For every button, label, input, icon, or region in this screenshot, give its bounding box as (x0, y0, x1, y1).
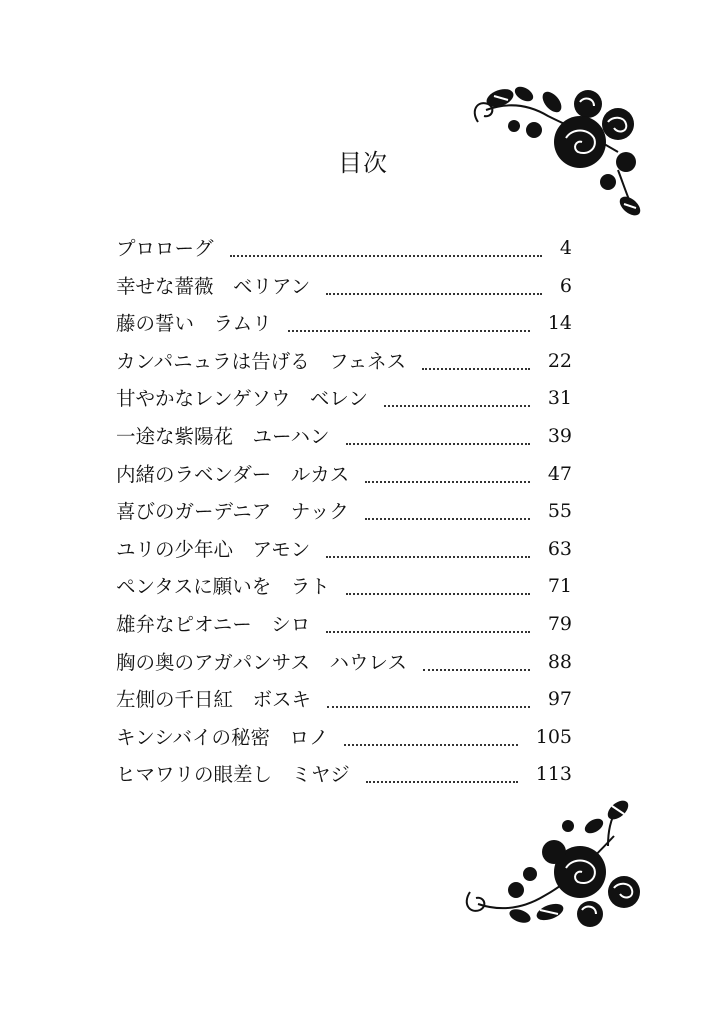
toc-leader-dots (365, 506, 530, 520)
toc-entry[interactable] (116, 606, 572, 644)
toc-leader-dots (384, 393, 530, 407)
toc-leader-dots (326, 544, 530, 558)
toc-leader-dots (365, 469, 530, 483)
toc-entry-page: 97 (547, 688, 572, 711)
toc-entry-title: 藤の誓い ラムリ (116, 312, 272, 336)
toc-leader-dots (288, 318, 530, 332)
toc-entry[interactable] (116, 343, 572, 381)
toc-entry-page: 22 (547, 349, 572, 372)
toc-entry-title: 内緒のラベンダー ルカス (116, 462, 350, 486)
toc-entry-page: 4 (559, 237, 572, 259)
toc-leader-dots (346, 581, 530, 595)
toc-entry-page: 14 (547, 312, 572, 335)
toc-entry-page: 88 (547, 650, 572, 673)
toc-entry-title: 喜びのガーデニア ナック (116, 500, 349, 524)
toc-entry-title: ペンタスに願いを ラト (116, 575, 330, 599)
toc-entry[interactable] (116, 756, 572, 794)
toc-entry-page: 105 (535, 725, 572, 748)
toc-entry-page: 55 (547, 500, 572, 523)
toc-leader-dots (366, 769, 518, 783)
toc-entry-page: 63 (547, 537, 572, 560)
toc-entry[interactable] (116, 493, 572, 531)
toc-entry[interactable] (116, 456, 572, 494)
toc-entry-title: 胸の奥のアガパンサス ハウレス (116, 650, 407, 674)
toc-entry-title: プロローグ (116, 237, 214, 260)
toc-entry[interactable] (116, 268, 572, 306)
toc-entry[interactable] (116, 230, 572, 268)
toc-entry-page: 113 (535, 763, 572, 786)
toc-entry[interactable] (116, 380, 572, 418)
toc-leader-dots (327, 694, 530, 708)
toc-entry[interactable] (116, 305, 572, 343)
toc-entry-title: 雄弁なピオニー シロ (116, 612, 311, 636)
toc-leader-dots (422, 356, 530, 370)
toc-entry[interactable] (116, 644, 572, 682)
toc-entry-title: 左側の千日紅 ボスキ (116, 688, 312, 712)
toc-leader-dots (346, 431, 530, 445)
toc-entry-title: ユリの少年心 アモン (116, 537, 311, 561)
toc-entry[interactable] (116, 568, 572, 606)
toc-entry-page: 6 (559, 274, 572, 297)
toc-entry-title: 一途な紫陽花 ユーハン (116, 424, 330, 448)
toc-leader-dots (326, 281, 542, 295)
toc-leader-dots (326, 619, 530, 633)
table-of-contents (116, 230, 572, 794)
toc-entry[interactable] (116, 531, 572, 569)
toc-entry-title: 幸せな薔薇 ベリアン (116, 274, 311, 298)
toc-leader-dots (423, 657, 530, 671)
rose-ornament-bottom (458, 796, 648, 930)
toc-entry-title: 甘やかなレンゲソウ ベレン (116, 387, 368, 411)
toc-entry-page: 39 (547, 424, 572, 447)
toc-entry[interactable] (116, 681, 572, 719)
toc-entry-page: 47 (547, 462, 572, 485)
toc-entry[interactable] (116, 418, 572, 456)
page-title: 目次 (338, 149, 388, 177)
toc-entry-page: 79 (547, 612, 572, 635)
toc-entry[interactable] (116, 719, 572, 757)
toc-leader-dots (230, 243, 542, 257)
toc-entry-title: カンパニュラは告げる フェネス (116, 349, 407, 373)
toc-entry-page: 31 (547, 387, 572, 410)
toc-leader-dots (344, 732, 518, 746)
toc-entry-title: キンシバイの秘密 ロノ (116, 725, 329, 749)
toc-entry-page: 71 (547, 575, 572, 598)
toc-entry-title: ヒマワリの眼差し ミヤジ (116, 763, 350, 787)
